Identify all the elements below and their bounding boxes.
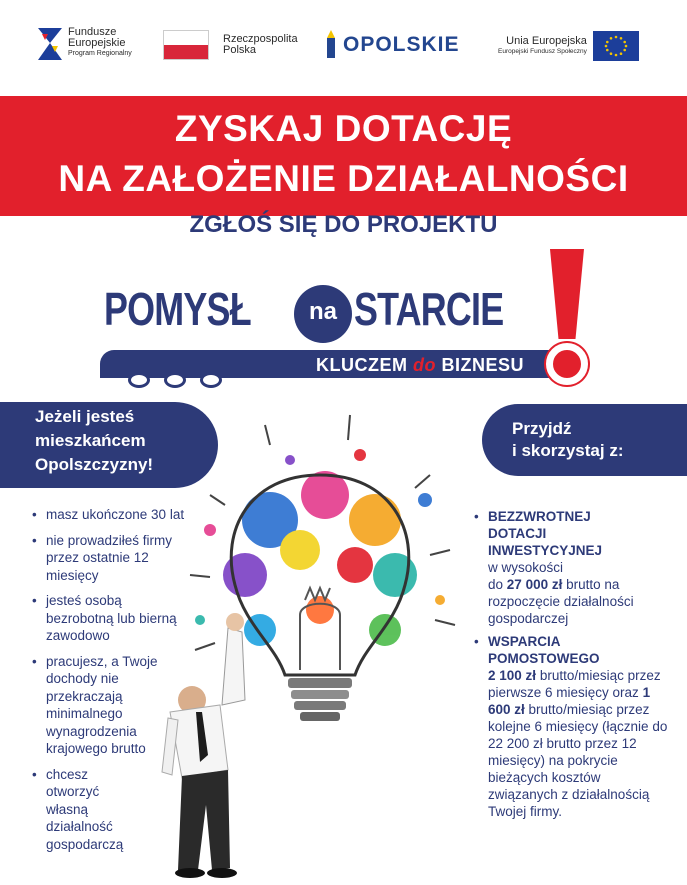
dotacja-text3: brutto na rozpoczęcie działalności gospodarczej [488, 577, 634, 626]
headline-line2: NA ZAŁOŻENIE DZIAŁALNOŚCI [58, 158, 629, 199]
wsparcie-text2: brutto/miesiąc przez kolejne 6 miesięcy (łącznie do 22 200 zł brutto przez 12 miesięcy) na pokrycie bieżących kosztów związanych z działalnością Twojej firmy. [488, 702, 668, 819]
exclamation-dot [546, 343, 588, 385]
poland-flag-icon [163, 30, 209, 60]
eligibility-line1: Jeżeli jesteś [35, 407, 135, 426]
benefits-list [472, 508, 682, 820]
dotacja-amount: 27 000 zł [506, 577, 563, 592]
tagline-kluczem: KLUCZEM [316, 355, 408, 375]
wsparcie-title: WSPARCIA POMOSTOWEGO [488, 634, 600, 666]
logo-bar [0, 0, 687, 92]
fundusze-europejskie-icon [38, 26, 62, 60]
wsparcie-text1: brutto/miesiąc przez pierwsze 6 miesięcy oraz [488, 668, 661, 700]
project-word-starcie: STARCIE [354, 283, 504, 335]
wsparcie-amount2: 1 600 zł [488, 685, 651, 717]
benefits-line1: Przyjdź [512, 419, 572, 438]
exclamation-icon [550, 249, 584, 339]
condition-item: • nie prowadziłeś firmy przez ostatnie 12 miesięcy [32, 532, 182, 585]
condition-item: • pracujesz, a Twoje dochody nie przekraczają minimalnego wynagrodzenia krajowego brutto [32, 653, 162, 758]
headline-banner [0, 96, 687, 216]
fe-line2: Europejskie [68, 37, 126, 49]
eligibility-conditions-list [32, 506, 232, 861]
eu-line2: Europejski Fundusz Społeczny [498, 47, 587, 55]
eligibility-line3: Opolszczyzny! [35, 455, 154, 474]
project-word-pomysl: POMYSŁ [104, 283, 251, 335]
benefits-line2: i skorzystaj z: [512, 441, 624, 460]
dotacja-text2: do [488, 577, 504, 592]
opolskie-logo [325, 30, 460, 60]
eu-line1: Unia Europejska [506, 34, 587, 47]
opolskie-emblem-icon [325, 30, 337, 60]
rp-line1: Rzeczpospolita [223, 33, 298, 45]
condition-item: • masz ukończone 30 lat [32, 506, 232, 524]
project-word-na: na [294, 285, 352, 343]
fe-line1: Fundusze [68, 26, 117, 38]
tagline-biznesu: BIZNESU [441, 355, 525, 375]
opolskie-text: OPOLSKIE [343, 33, 460, 56]
rp-line2: Polska [223, 44, 257, 56]
rzeczpospolita-logo [163, 30, 298, 60]
eu-logo [498, 31, 639, 61]
project-logo [98, 255, 598, 390]
condition-item: • jesteś osobą bezrobotną lub bierną zawodowo [32, 592, 182, 645]
headline-line1: ZYSKAJ DOTACJĘ [174, 108, 513, 149]
eligibility-line2: mieszkańcem [35, 431, 146, 450]
project-tagline [316, 355, 524, 376]
fundusze-europejskie-logo [38, 26, 132, 60]
condition-item: • chcesz otworzyć własną działalność gospodarczą [32, 766, 142, 854]
fe-line3: Program Regionalny [68, 50, 132, 57]
benefits-badge [482, 404, 687, 476]
tagline-do: do [413, 355, 437, 375]
subheadline: ZGŁOŚ SIĘ DO PROJEKTU [189, 211, 498, 238]
benefit-item-dotacja [472, 508, 642, 627]
dotacja-text1: w wysokości [488, 560, 564, 575]
dotacja-title: BEZZWROTNEJ DOTACJI INWESTYCYJNEJ [488, 509, 603, 558]
eu-flag-icon [593, 31, 639, 61]
benefit-item-wsparcie [472, 633, 668, 820]
wsparcie-amount1: 2 100 zł [488, 668, 537, 683]
